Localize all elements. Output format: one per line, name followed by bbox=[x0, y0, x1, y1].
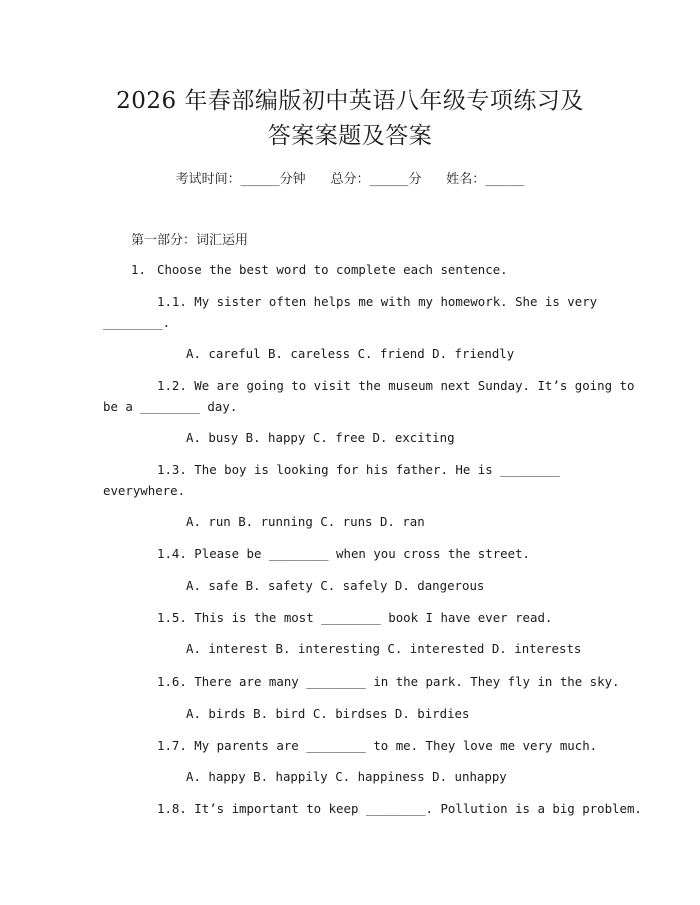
page-title-line-1: 2026 年春部编版初中英语八年级专项练习及 bbox=[116, 88, 584, 114]
item-1-2-options: A. busy B. happy C. free D. exciting bbox=[186, 430, 455, 445]
exam-time-field: 考试时间：______分钟 bbox=[175, 172, 306, 187]
item-1-1-question-cont: ________. bbox=[103, 315, 171, 330]
exam-info bbox=[0, 168, 700, 187]
item-1-3-options: A. run B. running C. runs D. ran bbox=[186, 514, 425, 529]
item-1-4-options: A. safe B. safety C. safely D. dangerous bbox=[186, 578, 485, 593]
item-1-1-options: A. careful B. careless C. friend D. friendly bbox=[186, 346, 515, 361]
item-1-6-question: 1.6. There are many ________ in the park. They fly in the sky. bbox=[157, 674, 620, 689]
item-1-6-options: A. birds B. bird C. birdses D. birdies bbox=[186, 706, 470, 721]
item-1-4-question: 1.4. Please be ________ when you cross the street. bbox=[157, 546, 530, 561]
item-1-3-question-cont: everywhere. bbox=[103, 483, 186, 498]
item-1-5-question: 1.5. This is the most ________ book I have ever read. bbox=[157, 610, 553, 625]
question-1-number: 1. bbox=[131, 262, 146, 277]
item-1-3-question: 1.3. The boy is looking for his father. He is ________ bbox=[157, 462, 560, 477]
item-1-8-question: 1.8. It’s important to keep ________. Pollution is a big problem. bbox=[157, 801, 642, 816]
item-1-2-question: 1.2. We are going to visit the museum next Sunday. It’s going to bbox=[157, 378, 635, 393]
total-score-field: 总分：______分 bbox=[330, 172, 422, 187]
item-1-2-question-cont: be a ________ day. bbox=[103, 399, 238, 414]
question-1-prompt: Choose the best word to complete each sentence. bbox=[157, 262, 508, 277]
name-field: 姓名：______ bbox=[446, 172, 525, 187]
section-heading: 第一部分：词汇运用 bbox=[131, 233, 249, 248]
item-1-7-options: A. happy B. happily C. happiness D. unhappy bbox=[186, 769, 507, 784]
page-title-line-2: 答案案题及答案 bbox=[267, 123, 433, 149]
item-1-1-question: 1.1. My sister often helps me with my homework. She is very bbox=[157, 294, 598, 309]
item-1-7-question: 1.7. My parents are ________ to me. They love me very much. bbox=[157, 738, 598, 753]
item-1-5-options: A. interest B. interesting C. interested D. interests bbox=[186, 641, 582, 656]
